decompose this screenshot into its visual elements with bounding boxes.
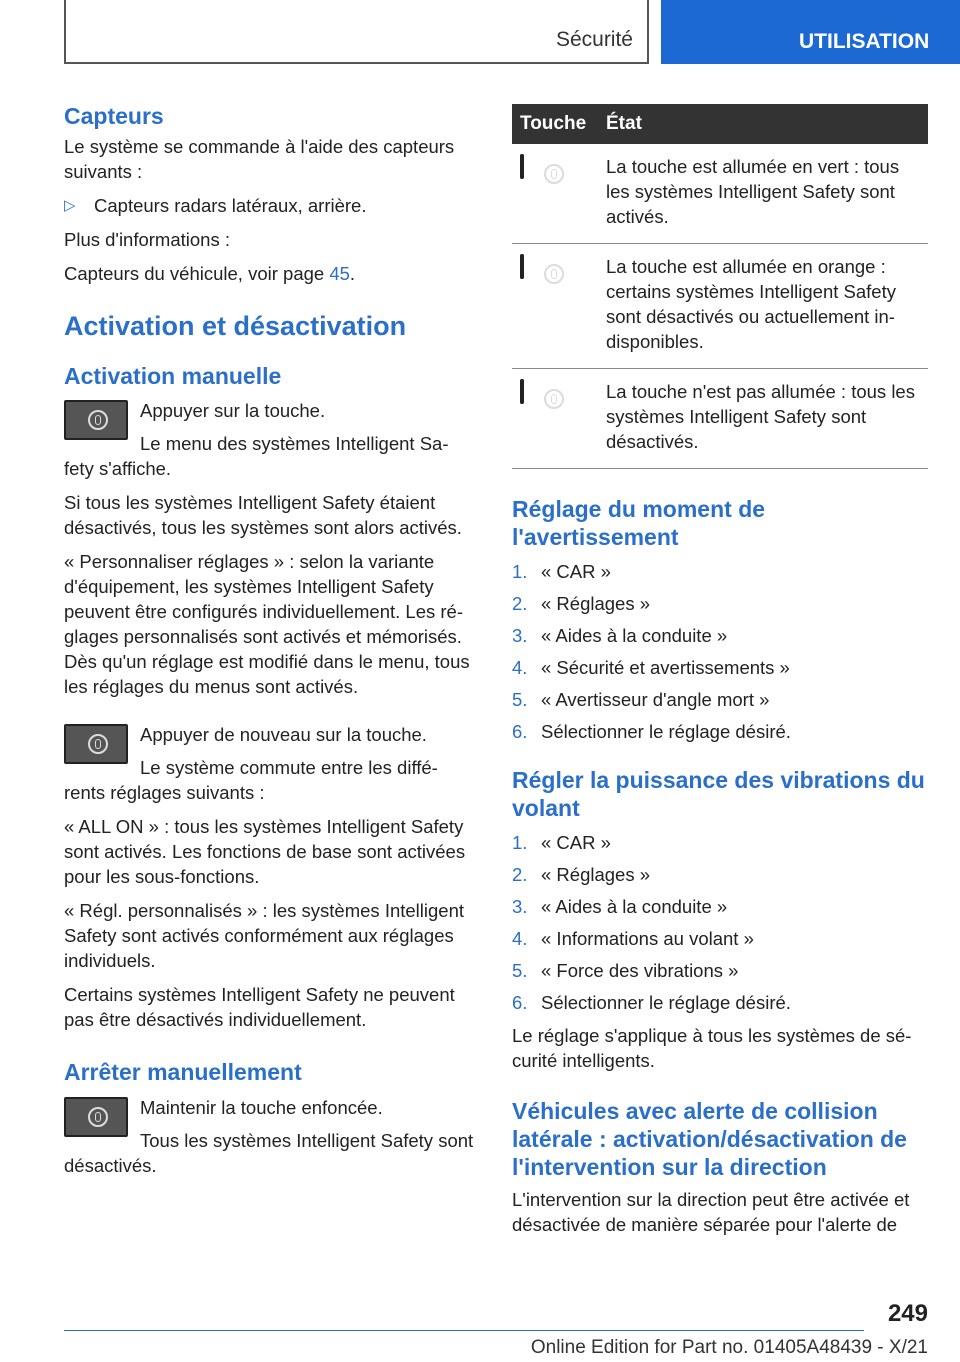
- list-item: 1. « CAR »: [512, 832, 611, 854]
- list-item: 4. « Informations au volant »: [512, 928, 754, 950]
- key-cell: [512, 244, 598, 369]
- list-item: 5. « Force des vibrations »: [512, 960, 739, 982]
- triangle-bullet-icon: ▷: [64, 197, 76, 215]
- intelligent-safety-key-icon: [520, 254, 524, 279]
- hold-key-block: [64, 1095, 478, 1187]
- press-key-block: [64, 398, 478, 490]
- list-item: 3. « Aides à la conduite »: [512, 625, 728, 647]
- vibration-note: Le réglage s'applique à tous les systèmes de sé- curité intelligents.: [512, 1025, 912, 1072]
- intelligent-safety-key-icon: [64, 1097, 128, 1137]
- footer-divider: [64, 1330, 864, 1331]
- press-again-text: Appuyer de nouveau sur la touche.: [140, 724, 427, 746]
- list-item: 6. Sélectionner le réglage désiré.: [512, 992, 791, 1014]
- capteurs-bullet: [64, 193, 478, 218]
- all-off-text: Si tous les systèmes Intelligent Safety étaient désactivés, tous les systèmes sont alors activés.: [64, 492, 462, 539]
- intelligent-safety-key-icon: [64, 400, 128, 440]
- list-item: 3. « Aides à la conduite »: [512, 896, 728, 918]
- capteurs-bullet-text: Capteurs radars latéraux, arrière.: [94, 195, 367, 217]
- activation-heading: Activation et désactivation: [64, 311, 407, 342]
- manual-activation-heading: Activation manuelle: [64, 363, 282, 390]
- vibration-steps-list: [512, 830, 928, 1015]
- page-reference: [64, 261, 478, 286]
- warning-steps-list: [512, 559, 928, 744]
- intelligent-safety-key-icon: [520, 154, 524, 179]
- reference-text: Capteurs du véhicule, voir page: [64, 263, 330, 285]
- menu-shown-text: Le menu des systèmes Intelligent Sa- fety s'affiche.: [64, 433, 449, 480]
- intelligent-safety-key-icon: [64, 724, 128, 764]
- key-state-table: [512, 104, 928, 469]
- page-link[interactable]: 45: [329, 263, 350, 285]
- header-section-box: [64, 0, 649, 64]
- switch-settings-text: Le système commute entre les diffé- rents réglages suivants :: [64, 757, 438, 804]
- state-cell: La touche est allumée en orange : certains systèmes Intelligent Safety sont désactivés ou actuellement in- disponibles.: [598, 244, 928, 369]
- page-number: 249: [887, 1300, 928, 1327]
- press-again-block: [64, 722, 478, 814]
- key-cell: [512, 144, 598, 244]
- table-row: [512, 369, 928, 469]
- press-key-text: Appuyer sur la touche.: [140, 400, 326, 422]
- list-item: 2. « Réglages »: [512, 593, 651, 615]
- list-item: 4. « Sécurité et avertissements »: [512, 657, 790, 679]
- custom-settings-text: « Régl. personnalisés » : les systèmes Intelligent Safety sont activés conformément aux réglages individuels.: [64, 900, 465, 972]
- footer-edition: Online Edition for Part no. 01405A48439 - X/21: [530, 1337, 928, 1358]
- more-info: Plus d'informations :: [64, 229, 230, 251]
- some-systems-text: Certains systèmes Intelligent Safety ne peuvent pas être désactivés individuellement.: [64, 984, 455, 1031]
- manual-stop-heading: Arrêter manuellement: [64, 1059, 302, 1086]
- state-cell: La touche n'est pas allumée : tous les systèmes Intelligent Safety sont désactivés.: [598, 369, 928, 469]
- capteurs-intro: Le système se commande à l'aide des capteurs suivants :: [64, 136, 455, 183]
- key-cell: [512, 369, 598, 469]
- vibration-heading: Régler la puissance des vibrations du volant: [512, 767, 925, 822]
- all-on-text: « ALL ON » : tous les systèmes Intelligent Safety sont activés. Les fonctions de base sont activées pour les sous-fonctions.: [64, 816, 466, 888]
- list-item: 5. « Avertisseur d'angle mort »: [512, 689, 770, 711]
- intelligent-safety-key-icon: [520, 379, 524, 404]
- list-item: 6. Sélectionner le réglage désiré.: [512, 721, 791, 743]
- personal-settings-text: « Personnaliser réglages » : selon la variante d'équipement, les systèmes Intelligent Safety peuvent être configurés individuellement. Les ré- glages personnalisés sont activés et mémorisés. Dès qu'un réglage est modifié dans le menu, tous les réglages du menus sont activés.: [64, 551, 470, 698]
- table-row: [512, 244, 928, 369]
- hold-key-text: Maintenir la touche enfoncée.: [140, 1096, 383, 1118]
- right-column: [512, 104, 928, 1246]
- left-column: [64, 102, 478, 1187]
- header-chapter-tab: [661, 0, 960, 64]
- table-header-row: [512, 104, 928, 144]
- chapter-title: UTILISATION: [799, 30, 930, 53]
- all-deactivated-text: Tous les systèmes Intelligent Safety sont désactivés.: [64, 1129, 474, 1176]
- table-row: [512, 144, 928, 244]
- state-cell: La touche est allumée en vert : tous les systèmes Intelligent Safety sont activés.: [598, 144, 928, 244]
- warning-timing-heading: Réglage du moment de l'avertissement: [512, 496, 766, 551]
- list-item: 1. « CAR »: [512, 561, 611, 583]
- column-header-key: Touche: [512, 104, 598, 144]
- section-title: Sécurité: [555, 28, 633, 51]
- capteurs-heading: Capteurs: [64, 103, 164, 129]
- list-item: 2. « Réglages »: [512, 864, 651, 886]
- lateral-collision-heading: Véhicules avec alerte de collision latérale : activation/désactivation de l'intervention sur la direction: [512, 1098, 907, 1181]
- lateral-collision-text: L'intervention sur la direction peut être activée et désactivée de manière séparée pour l'alerte de: [512, 1189, 910, 1236]
- reference-end: .: [349, 263, 356, 285]
- column-header-state: État: [598, 104, 928, 144]
